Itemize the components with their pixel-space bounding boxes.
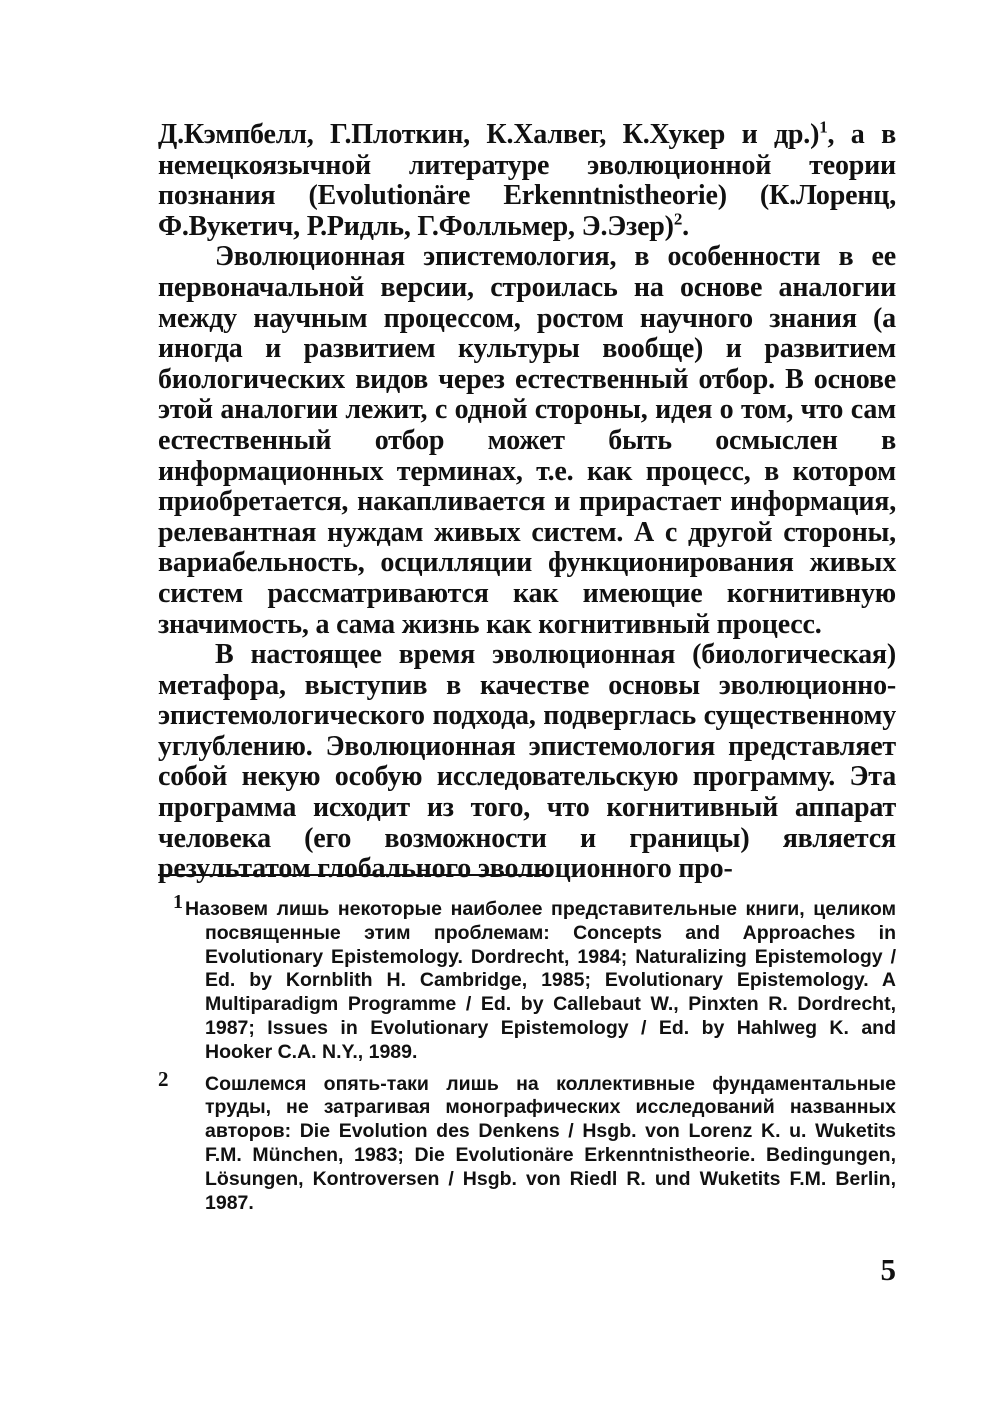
main-text bbox=[158, 117, 896, 885]
footnote-ref-2: 2 bbox=[673, 209, 683, 229]
footnote-1-mark: 1 bbox=[173, 890, 183, 913]
footnote-2-text: Сошлемся опять-таки лишь на коллективные фундаментальные труды, не затрагивая монографических исследований названных авторов: Die Evolution des Denkens / Hsgb. von Lorenz K. u. Wuketits F.M. München, 1983; Die Evolutionäre Erkenntnistheorie. Bedingungen, Lösungen, Kontroversen / Hsgb. von Riedl R. und Wuketits F.M. Berlin, 1987. bbox=[205, 1072, 896, 1214]
footnote-2 bbox=[158, 1066, 896, 1216]
footnote-1-text: Назовем лишь некоторые наиболее представительные книги, целиком посвященные этим проблемам: Concepts and Approaches in Evolutionary Epistemology. Dordrecht, 1984; Naturalizing Epistemology / Ed. by Kornblith H. Cambridge, 1985; Evolutionary Epistemology. A Multiparadigm Programme / Ed. by Callebaut W., Pinxten R. Dordrecht, 1987; Issues in Evolutionary Epistemology / Ed. by Hahlweg K. and Hooker C.A. N.Y., 1989. bbox=[185, 898, 896, 1063]
footnote-ref-1: 1 bbox=[819, 117, 828, 137]
paragraph-1 bbox=[158, 117, 896, 242]
page-number: 5 bbox=[880, 1252, 896, 1287]
footnote-2-mark: 2 bbox=[158, 1066, 169, 1091]
footnote-separator bbox=[158, 874, 551, 876]
paragraph-1-tail: , а в немецкоязычной литературе эволюционной теории познания (Evolutionäre Erkenntnistheorie) (К.Лоренц, Ф.Вукетич, Р.Ридль, Г.Фолльмер, Э.Эзер) bbox=[158, 119, 896, 242]
footnotes bbox=[158, 890, 896, 1215]
footnote-1 bbox=[158, 890, 896, 1065]
paragraph-1-text: Д.Кэмпбелл, Г.Плоткин, К.Халвег, К.Хукер и др.) bbox=[158, 119, 820, 150]
paragraph-3: В настоящее время эволюционная (биологическая) метафора, выступив в качестве основы эволюционно-эпистемологического подхода, подверглась существенному углублению. Эволюционная эпистемология представляет собой некую особую исследовательскую программу. Эта программа исходит из того, что когнитивный аппарат человека (его возможности и границы) является результатом глобального эволюционного про- bbox=[158, 639, 896, 885]
paragraph-2: Эволюционная эпистемология, в особенности в ее первоначальной версии, строилась на основе аналогии между научным процессом, ростом научного знания (а иногда и развитием культуры вообще) и развитием биологических видов через естественный отбор. В основе этой аналогии лежит, с одной стороны, идея о том, что сам естественный отбор может быть осмыслен в информационных терминах, т.е. как процесс, в котором приобретается, накапливается и прирастает информация, релевантная нуждам живых систем. А с другой стороны, вариабельность, осцилляции функционирования живых систем рассматриваются как имеющие когнитивную значимость, а сама жизнь как когнитивный процесс. bbox=[158, 241, 896, 640]
book-page bbox=[158, 117, 896, 1350]
paragraph-1-tail-end: . bbox=[682, 210, 689, 242]
